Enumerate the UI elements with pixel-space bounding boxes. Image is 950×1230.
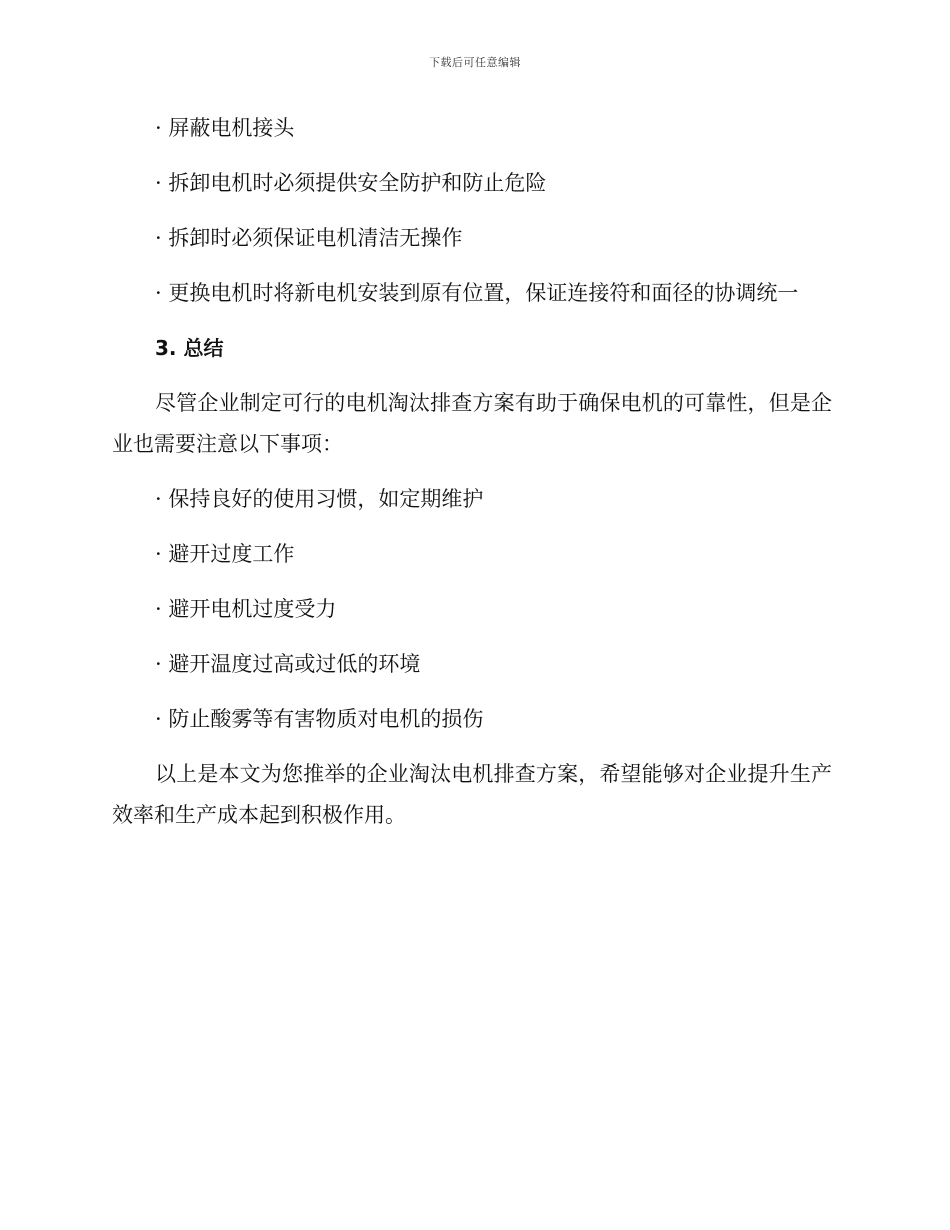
bullet-item: · 拆卸电机时必须提供安全防护和防止危险 [155, 171, 547, 195]
bullet-item: · 拆卸时必须保证电机清洁无操作 [155, 226, 463, 250]
bullet-item: · 屏蔽电机接头 [155, 116, 295, 140]
bullet-item: · 防止酸雾等有害物质对电机的损伤 [155, 707, 484, 731]
bullet-item: · 避开过度工作 [155, 542, 295, 566]
document-body [112, 108, 832, 850]
bullet-item: · 保持良好的使用习惯，如定期维护 [155, 487, 484, 511]
intro-paragraph: 尽管企业制定可行的电机淘汰排查方案有助于确保电机的可靠性，但是企业也需要注意以下事项： [112, 391, 832, 456]
conclusion-paragraph: 以上是本文为您推举的企业淘汰电机排查方案，希望能够对企业提升生产效率和生产成本起到积极作用。 [112, 762, 832, 827]
bullet-item: · 更换电机时将新电机安装到原有位置，保证连接符和面径的协调统一 [155, 281, 799, 305]
bullet-item: · 避开温度过高或过低的环境 [155, 652, 421, 676]
page-header: 下载后可任意编辑 [429, 56, 521, 69]
section-heading: 3. 总结 [155, 336, 224, 360]
bullet-item: · 避开电机过度受力 [155, 597, 337, 621]
